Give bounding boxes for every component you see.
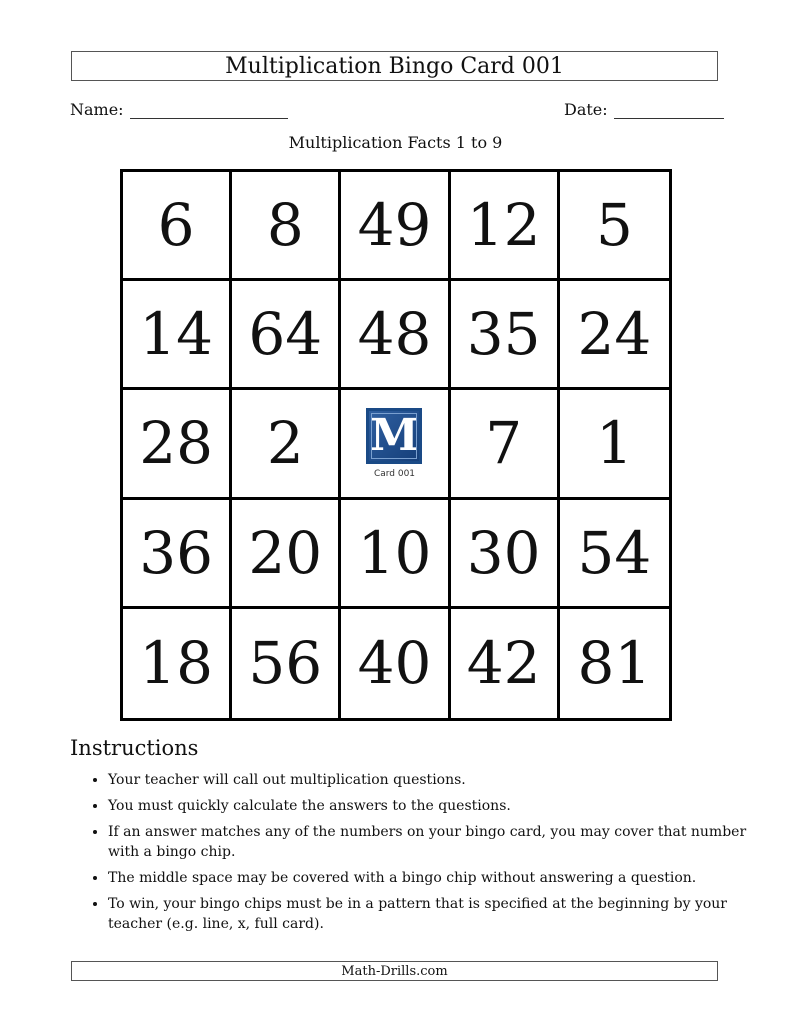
name-field <box>70 96 288 119</box>
bingo-cell: 1 <box>560 390 669 499</box>
instruction-item: • To win, your bingo chips must be in a pattern that is specified at the beginning by your teacher (e.g. line, x, full card). <box>108 894 748 934</box>
bingo-cell: 42 <box>451 609 560 718</box>
bingo-cell: 5 <box>560 172 669 281</box>
bingo-cell: 40 <box>341 609 450 718</box>
bingo-cell: 30 <box>451 500 560 609</box>
bingo-cell: 18 <box>123 609 232 718</box>
bingo-cell: 2 <box>232 390 341 499</box>
bingo-cell: 36 <box>123 500 232 609</box>
page-title-text: Multiplication Bingo Card 001 <box>225 53 564 79</box>
instruction-item: • You must quickly calculate the answers to the questions. <box>108 796 748 816</box>
bingo-cell: 7 <box>451 390 560 499</box>
subtitle: Multiplication Facts 1 to 9 <box>288 133 503 152</box>
footer <box>71 961 718 981</box>
bingo-cell: 8 <box>232 172 341 281</box>
bingo-cell: 54 <box>560 500 669 609</box>
bingo-cell: 24 <box>560 281 669 390</box>
bingo-cell: 20 <box>232 500 341 609</box>
name-blank-line <box>130 96 288 119</box>
bingo-cell: 28 <box>123 390 232 499</box>
page-title <box>71 51 718 81</box>
card-number-label: Card 001 <box>373 468 416 479</box>
footer-text: Math-Drills.com <box>341 963 448 979</box>
bingo-cell: 12 <box>451 172 560 281</box>
bingo-cell: 48 <box>341 281 450 390</box>
bingo-cell: 49 <box>341 172 450 281</box>
name-label: Name: <box>70 100 124 119</box>
date-blank-line <box>614 96 724 119</box>
bingo-cell: 35 <box>451 281 560 390</box>
date-field <box>564 96 724 119</box>
bingo-cell: 81 <box>577 629 652 698</box>
bingo-cell: 6 <box>123 172 232 281</box>
bingo-cell: 10 <box>341 500 450 609</box>
math-drills-logo-icon: M <box>366 408 422 464</box>
instruction-item: • If an answer matches any of the numbers on your bingo card, you may cover that number with a bingo chip. <box>108 822 748 862</box>
date-label: Date: <box>564 100 608 119</box>
instruction-item: • Your teacher will call out multiplication questions. <box>108 770 748 790</box>
instructions-heading: Instructions <box>70 736 199 760</box>
bingo-card-grid <box>120 169 672 721</box>
instructions-list <box>90 770 748 940</box>
bingo-cell: 14 <box>123 281 232 390</box>
bingo-cell: 56 <box>232 609 341 718</box>
free-space-cell <box>341 390 450 499</box>
bingo-cell: 64 <box>232 281 341 390</box>
instruction-item: • The middle space may be covered with a bingo chip without answering a question. <box>108 868 748 888</box>
